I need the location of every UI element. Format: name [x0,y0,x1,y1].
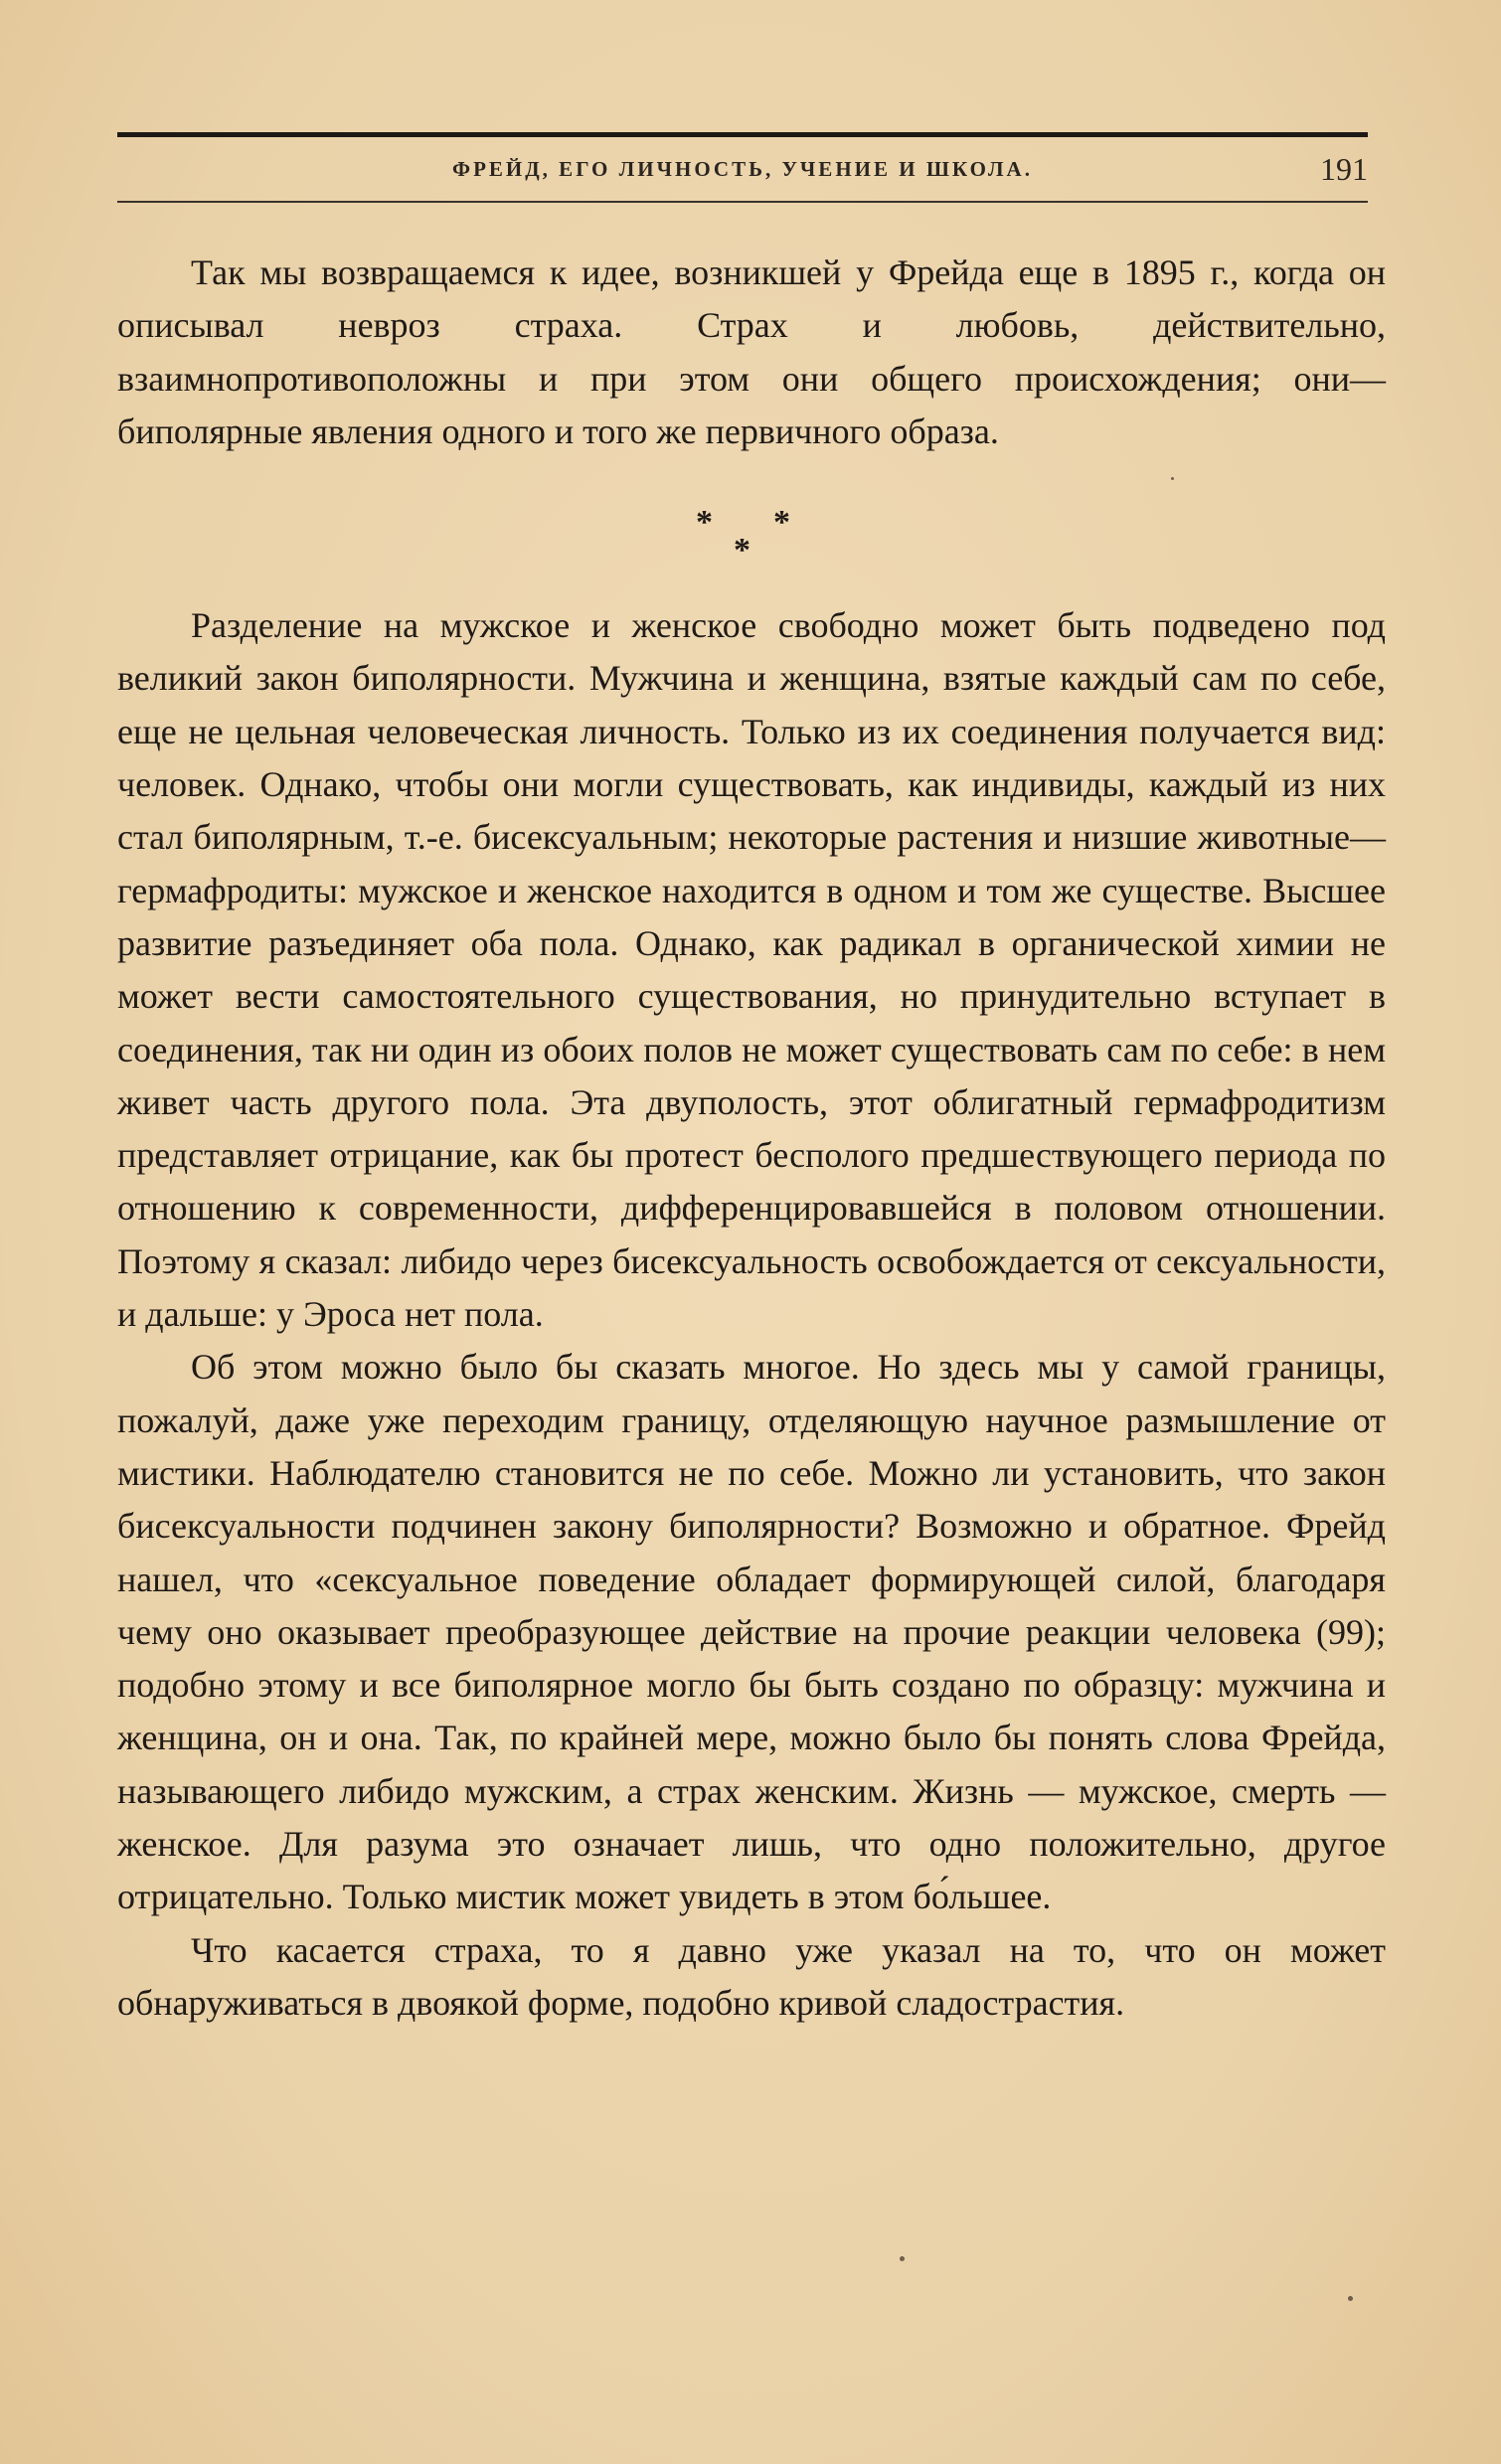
page-number: 191 [1320,151,1368,187]
body-text [117,246,1386,2030]
asterisk-icon: * [734,532,750,570]
paragraph-1: Так мы возвращаемся к идее, возникшей у Фрейда еще в 1895 г., когда он описывал невроз страха. Страх и любовь, действительно, взаимнопротивоположны и при этом они общего происхождения; они— биполярные явления одного и того же первичного образа. [117,252,1386,451]
paragraph-3: Об этом можно было бы сказать многое. Но здесь мы у самой границы, пожалуй, даже уже переходим границу, отделяющую научное размышление от мистики. Наблюдателю становится не по себе. Можно ли установить, что закон бисексуальности подчинен закону биполярности? Возможно и обратное. Фрейд нашел, что «сексуальное поведение обладает формирующей силой, благодаря чему оно оказывает преобразующее действие на прочие реакции человека (99); подобно этому и все биполярное могло бы быть создано по образцу: мужчина и женщина, он и она. Так, по крайней мере, можно было бы понять слова Фрейда, называющего либидо мужским, а страх женским. Жизнь — мужское, смерть — женское. Для разума это означает лишь, что одно положительно, другое отрицательно. Только мистик может увидеть в этом бо́льшее. [117,1347,1386,1917]
paper-speck [900,2256,905,2261]
paragraph-2: Разделение на мужское и женское свободно может быть подведено под великий закон биполярности. Мужчина и женщина, взятые каждый сам по себе, еще не цельная человеческая личность. Только из их соединения получается вид: человек. Однако, чтобы они могли существовать, как индивиды, каждый из них стал биполярным, т.-е. бисексуальным; некоторые растения и низшие животные—гермафродиты: мужское и женское находится в одном и том же существе. Высшее развитие разъединяет оба пола. Однако, как радикал в органической химии не может вести самостоятельного существования, но принудительно вступает в соединения, так ни один из обоих полов не может существовать сам по себе: в нем живет часть другого пола. Эта двуполость, этот облигатный гермафродитизм представляет отрицание, как бы протест бесполого предшествующего периода по отношению к современности, дифференцировавшейся в половом отношении. Поэтому я сказал: либидо через бисексуальность освобождается от сексуальности, и дальше: у Эроса нет пола. [117,605,1386,1335]
running-head-title: ФРЕЙД, ЕГО ЛИЧНОСТЬ, УЧЕНИЕ И ШКОЛА. [452,157,1033,181]
asterisk-icon: * [696,504,713,542]
header-top-rule [117,132,1368,137]
paragraph-4: Что касается страха, то я давно уже указал на то, что он может обнаруживаться в двоякой форме, подобно кривой сладострастия. [117,1929,1386,2023]
paper-speck [1171,477,1174,480]
paper-speck [1348,2296,1353,2301]
section-separator-asterism [117,458,1386,599]
asterisk-icon: * [773,504,790,542]
running-head [117,151,1368,191]
header-bottom-rule [117,201,1368,203]
